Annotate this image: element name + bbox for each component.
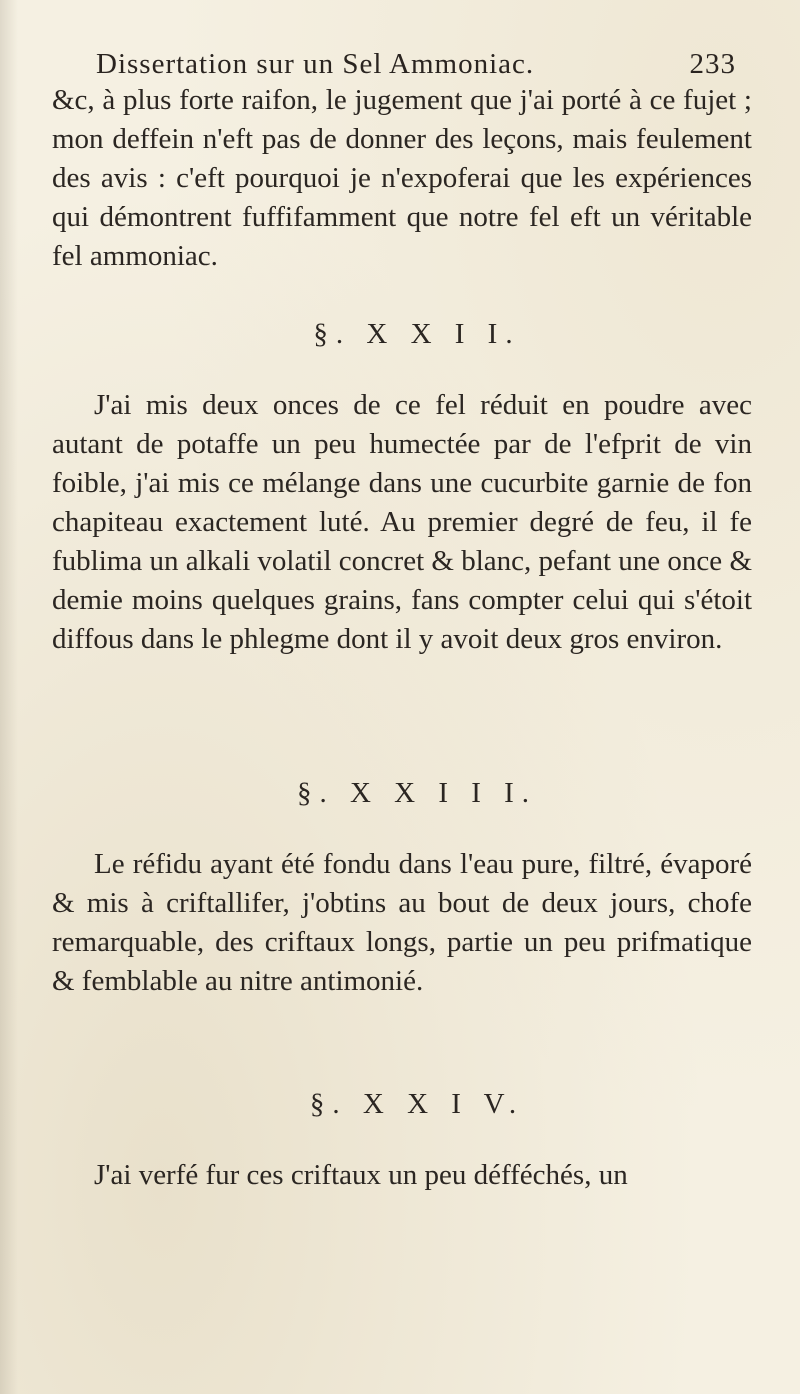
section-heading-24: §. X X I V. [309, 1088, 525, 1120]
paragraph-3: Le réfidu ayant été fondu dans l'eau pure, filtré, évaporé & mis à criftallifer, j'obtins au bout de deux jours, chofe remarquable, des criftaux longs, partie un peu prifmatique & femblable au nitre antimonié. [52, 848, 752, 997]
paragraph-1: &c, à plus forte raifon, le jugement que j'ai porté à ce fujet ; mon deffein n'eft pas de donner des leçons, mais feulement des avis : c'eft pourquoi je n'expoferai que les expériences qui démontrent fuffifamment que notre fel eft un véritable fel ammoniac. [52, 84, 752, 272]
paragraph-2: J'ai mis deux onces de ce fel réduit en poudre avec autant de potaffe un peu humectée par de l'efprit de vin foible, j'ai mis ce mélange dans une cucurbite garnie de fon chapiteau exactement luté. Au premier degré de feu, il fe fublima un alkali volatil concret & blanc, pefant une once & demie moins quelques grains, fans compter celui qui s'étoit diffous dans le phlegme dont il y avoit deux gros environ. [52, 389, 752, 655]
running-title: Dissertation sur un Sel Ammoniac. [96, 48, 535, 80]
running-header [96, 48, 736, 81]
section-heading-23: §. X X I I I. [296, 777, 538, 809]
paragraph-4: J'ai verfé fur ces criftaux un peu défféchés, un [94, 1159, 628, 1191]
page-number: 233 [689, 48, 736, 80]
binding-shadow [0, 0, 18, 1394]
section-heading-22: §. X X I I. [313, 318, 521, 350]
